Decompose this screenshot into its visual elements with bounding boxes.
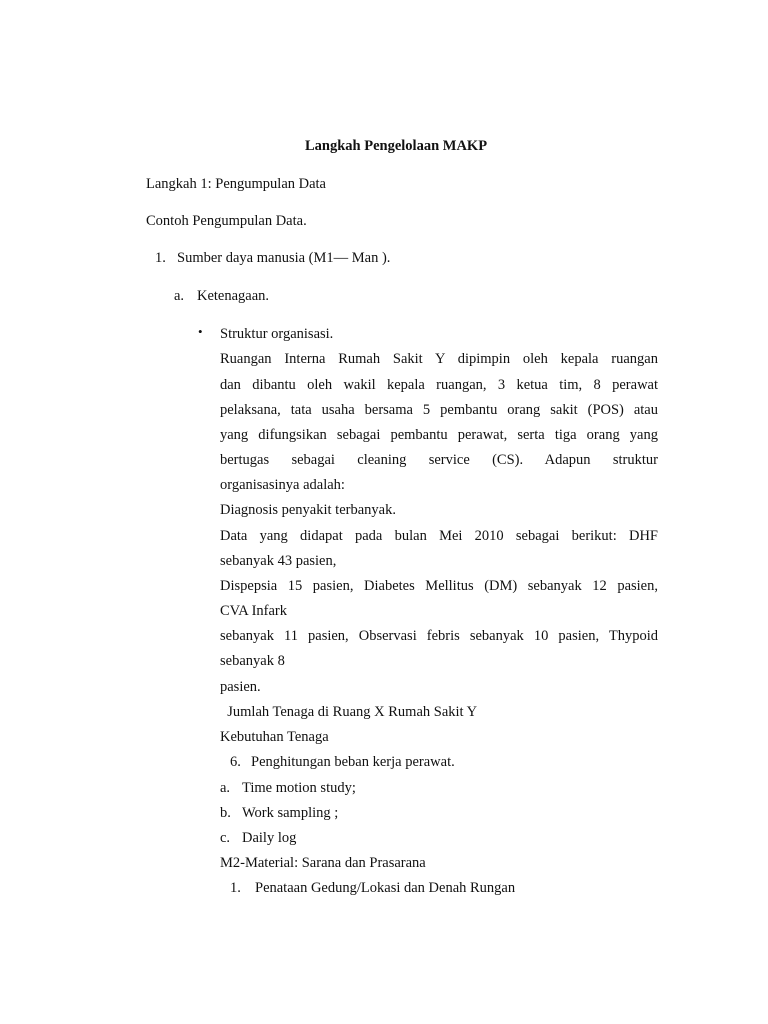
list-item-1-text: Sumber daya manusia (M1— Man ). bbox=[177, 250, 391, 266]
paragraph-line: Data yang didapat pada bulan Mei 2010 sebagai berikut: DHF bbox=[220, 528, 658, 544]
m2-item-1-number: 1. bbox=[230, 880, 241, 896]
paragraph-line: organisasinya adalah: bbox=[220, 477, 345, 493]
list-item-6-text: Penghitungan beban kerja perawat. bbox=[251, 754, 455, 770]
bullet-text: Struktur organisasi. bbox=[220, 326, 334, 342]
step-heading: Langkah 1: Pengumpulan Data bbox=[146, 176, 326, 192]
paragraph-line: Ruangan Interna Rumah Sakit Y dipimpin oleh kepala ruangan bbox=[220, 351, 658, 367]
m2-heading: M2-Material: Sarana dan Prasarana bbox=[220, 855, 426, 871]
method-a-text: Time motion study; bbox=[242, 780, 356, 796]
paragraph-line: yang difungsikan sebagai pembantu perawat, serta tiga orang yang bbox=[220, 427, 658, 443]
list-item-6-number: 6. bbox=[230, 754, 241, 770]
jumlah-tenaga-heading: Jumlah Tenaga di Ruang X Rumah Sakit Y bbox=[220, 704, 478, 720]
sub-item-a-letter: a. bbox=[174, 288, 185, 304]
paragraph-line: pelaksana, tata usaha bersama 5 pembantu orang sakit (POS) atau bbox=[220, 402, 658, 418]
paragraph-line: Dispepsia 15 pasien, Diabetes Mellitus (DM) sebanyak 12 pasien, bbox=[220, 578, 658, 594]
list-item-1-number: 1. bbox=[155, 250, 166, 266]
method-c-letter: c. bbox=[220, 830, 231, 846]
method-c-text: Daily log bbox=[242, 830, 297, 846]
paragraph-line: dan dibantu oleh wakil kepala ruangan, 3 ketua tim, 8 perawat bbox=[220, 377, 658, 393]
document-title: Langkah Pengelolaan MAKP bbox=[305, 138, 488, 154]
bullet-icon: • bbox=[198, 324, 203, 339]
m2-item-1-text: Penataan Gedung/Lokasi dan Denah Rungan bbox=[255, 880, 516, 896]
method-b-letter: b. bbox=[220, 805, 231, 821]
example-heading: Contoh Pengumpulan Data. bbox=[146, 213, 307, 229]
method-b-text: Work sampling ; bbox=[242, 805, 339, 821]
paragraph-line: pasien. bbox=[220, 679, 261, 695]
sub-item-a-text: Ketenagaan. bbox=[197, 288, 270, 304]
paragraph-line: sebanyak 11 pasien, Observasi febris sebanyak 10 pasien, Thypoid bbox=[220, 628, 658, 644]
diagnosis-heading: Diagnosis penyakit terbanyak. bbox=[220, 502, 396, 518]
paragraph-line: sebanyak 43 pasien, bbox=[220, 553, 337, 569]
paragraph-line: CVA Infark bbox=[220, 603, 287, 619]
method-a-letter: a. bbox=[220, 780, 231, 796]
paragraph-line: sebanyak 8 bbox=[220, 653, 285, 669]
paragraph-line: bertugas sebagai cleaning service (CS). Adapun struktur bbox=[220, 452, 658, 468]
kebutuhan-tenaga-heading: Kebutuhan Tenaga bbox=[220, 729, 329, 745]
